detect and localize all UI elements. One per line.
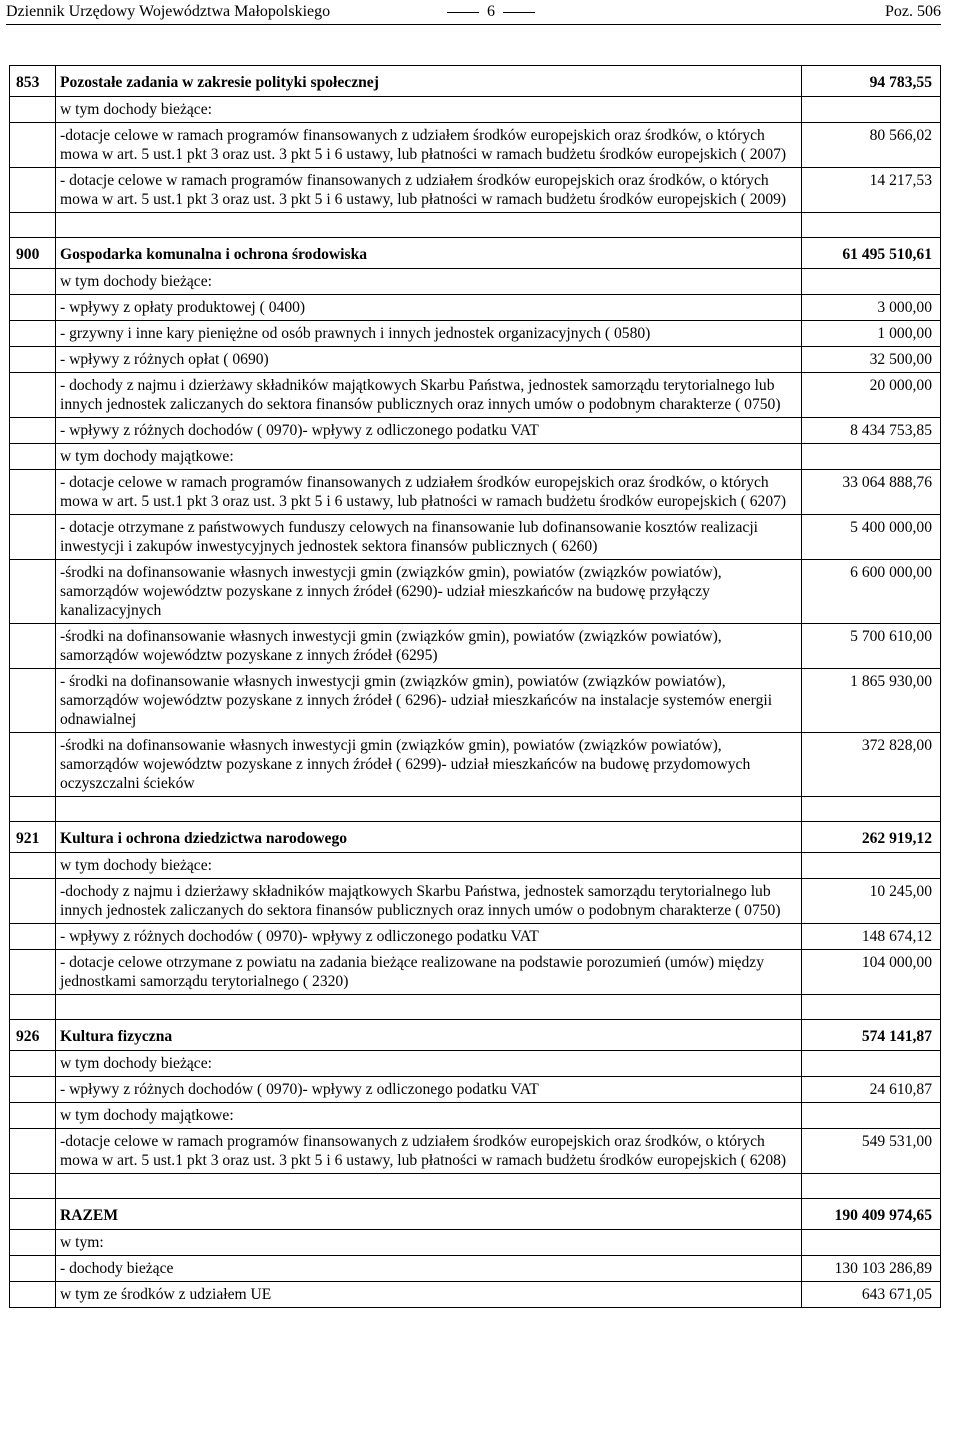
- section-code: 853: [10, 66, 56, 97]
- table-row: [10, 123, 941, 168]
- empty-code-cell: [10, 97, 56, 123]
- row-description: - wpływy z opłaty produktowej ( 0400): [56, 295, 802, 321]
- summary-amount: 643 671,05: [802, 1282, 941, 1308]
- table-row: [10, 321, 941, 347]
- empty-code-cell: [10, 1199, 56, 1230]
- empty-code-cell: [10, 624, 56, 669]
- empty-code-cell: [10, 560, 56, 624]
- row-description: -środki na dofinansowanie własnych inwestycji gmin (związków gmin), powiatów (związków powiatów), samorządów województw pozyskane z innych źródeł (6290)- udział mieszkańców na budowę przyłączy kanalizacyjnych: [56, 560, 802, 624]
- row-amount: 372 828,00: [802, 733, 941, 797]
- row-amount: 32 500,00: [802, 347, 941, 373]
- row-amount: [802, 444, 941, 470]
- table-row: [10, 373, 941, 418]
- empty-code-cell: [10, 168, 56, 213]
- row-amount: 20 000,00: [802, 373, 941, 418]
- row-description: - dotacje celowe otrzymane z powiatu na zadania bieżące realizowane na podstawie porozumień (umów) między jednostkami samorządu terytorialnego ( 2320): [56, 950, 802, 995]
- row-description: - dochody z najmu i dzierżawy składników majątkowych Skarbu Państwa, jednostek samorządu terytorialnego lub innych jednostek zaliczanych do sektora finansów publicznych oraz innych umów o podobnym charakterze ( 0750): [56, 373, 802, 418]
- row-description: - wpływy z różnych dochodów ( 0970)- wpływy z odliczonego podatku VAT: [56, 924, 802, 950]
- row-amount: [802, 853, 941, 879]
- section-total: 574 141,87: [802, 1020, 941, 1051]
- empty-code-cell: [10, 295, 56, 321]
- row-description: -dochody z najmu i dzierżawy składników majątkowych Skarbu Państwa, jednostek samorządu terytorialnego lub innych jednostek zaliczanych do sektora finansów publicznych oraz innych umów o podobnym charakterze ( 0750): [56, 879, 802, 924]
- empty-code-cell: [10, 1103, 56, 1129]
- row-amount: 104 000,00: [802, 950, 941, 995]
- table-row: [10, 168, 941, 213]
- table-row: [10, 924, 941, 950]
- row-amount: 148 674,12: [802, 924, 941, 950]
- row-amount: 80 566,02: [802, 123, 941, 168]
- table-row: [10, 853, 941, 879]
- spacer-cell: [56, 213, 802, 238]
- row-amount: 24 610,87: [802, 1077, 941, 1103]
- empty-code-cell: [10, 879, 56, 924]
- spacer-cell: [10, 1174, 56, 1199]
- row-amount: 549 531,00: [802, 1129, 941, 1174]
- empty-code-cell: [10, 1256, 56, 1282]
- section-name: Gospodarka komunalna i ochrona środowiska: [56, 238, 802, 269]
- row-description: w tym dochody majątkowe:: [56, 444, 802, 470]
- row-description: w tym dochody bieżące:: [56, 269, 802, 295]
- empty-code-cell: [10, 515, 56, 560]
- table-row: [10, 515, 941, 560]
- spacer-cell: [10, 213, 56, 238]
- summary-amount: 130 103 286,89: [802, 1256, 941, 1282]
- empty-code-cell: [10, 1230, 56, 1256]
- section-code: 926: [10, 1020, 56, 1051]
- table-row: [10, 1077, 941, 1103]
- section-name: Pozostałe zadania w zakresie polityki społecznej: [56, 66, 802, 97]
- section-code: 921: [10, 822, 56, 853]
- empty-code-cell: [10, 347, 56, 373]
- section-header-row: [10, 822, 941, 853]
- empty-code-cell: [10, 1077, 56, 1103]
- row-amount: 10 245,00: [802, 879, 941, 924]
- row-description: -środki na dofinansowanie własnych inwestycji gmin (związków gmin), powiatów (związków powiatów), samorządów województw pozyskane z innych źródeł ( 6299)- udział mieszkańców na budowę przydomowych oczyszczalni ścieków: [56, 733, 802, 797]
- table-row: [10, 560, 941, 624]
- spacer-cell: [802, 1174, 941, 1199]
- row-description: w tym dochody bieżące:: [56, 853, 802, 879]
- row-description: - dotacje otrzymane z państwowych funduszy celowych na finansowanie lub dofinansowanie kosztów realizacji inwestycji i zakupów inwestycyjnych jednostek sektora finansów publicznych ( 6260): [56, 515, 802, 560]
- empty-code-cell: [10, 269, 56, 295]
- spacer-cell: [10, 797, 56, 822]
- row-description: -dotacje celowe w ramach programów finansowanych z udziałem środków europejskich oraz środków, o których mowa w art. 5 ust.1 pkt 3 oraz ust. 3 pkt 5 i 6 ustawy, lub płatności w ramach budżetu środków europejskich ( 6208): [56, 1129, 802, 1174]
- empty-code-cell: [10, 669, 56, 733]
- summary-total: 190 409 974,65: [802, 1199, 941, 1230]
- empty-code-cell: [10, 853, 56, 879]
- table-row: [10, 418, 941, 444]
- section-name: Kultura i ochrona dziedzictwa narodowego: [56, 822, 802, 853]
- spacer-cell: [802, 995, 941, 1020]
- row-amount: [802, 269, 941, 295]
- row-amount: 8 434 753,85: [802, 418, 941, 444]
- summary-amount: [802, 1230, 941, 1256]
- row-amount: 14 217,53: [802, 168, 941, 213]
- row-description: -środki na dofinansowanie własnych inwestycji gmin (związków gmin), powiatów (związków powiatów), samorządów województw pozyskane z innych źródeł (6295): [56, 624, 802, 669]
- page-number: 6: [439, 2, 543, 22]
- empty-code-cell: [10, 321, 56, 347]
- summary-row: [10, 1230, 941, 1256]
- empty-code-cell: [10, 1282, 56, 1308]
- table-row: [10, 269, 941, 295]
- row-amount: 1 000,00: [802, 321, 941, 347]
- summary-description: w tym:: [56, 1230, 802, 1256]
- empty-code-cell: [10, 444, 56, 470]
- income-table: [9, 65, 941, 1308]
- section-spacer: [10, 213, 941, 238]
- empty-code-cell: [10, 373, 56, 418]
- spacer-cell: [10, 995, 56, 1020]
- section-total: 262 919,12: [802, 822, 941, 853]
- row-amount: [802, 1103, 941, 1129]
- row-amount: [802, 97, 941, 123]
- section-header-row: [10, 66, 941, 97]
- row-description: - grzywny i inne kary pieniężne od osób prawnych i innych jednostek organizacyjnych ( 0580): [56, 321, 802, 347]
- section-spacer: [10, 995, 941, 1020]
- table-row: [10, 733, 941, 797]
- spacer-cell: [802, 213, 941, 238]
- table-row: [10, 1129, 941, 1174]
- table-row: [10, 470, 941, 515]
- row-description: - wpływy z różnych dochodów ( 0970)- wpływy z odliczonego podatku VAT: [56, 418, 802, 444]
- section-name: Kultura fizyczna: [56, 1020, 802, 1051]
- section-total: 61 495 510,61: [802, 238, 941, 269]
- empty-code-cell: [10, 123, 56, 168]
- row-description: -dotacje celowe w ramach programów finansowanych z udziałem środków europejskich oraz środków, o których mowa w art. 5 ust.1 pkt 3 oraz ust. 3 pkt 5 i 6 ustawy, lub płatności w ramach budżetu środków europejskich ( 2007): [56, 123, 802, 168]
- table-row: [10, 295, 941, 321]
- section-header-row: [10, 1020, 941, 1051]
- row-description: w tym dochody bieżące:: [56, 1051, 802, 1077]
- row-description: w tym dochody bieżące:: [56, 97, 802, 123]
- row-amount: 5 400 000,00: [802, 515, 941, 560]
- row-amount: 1 865 930,00: [802, 669, 941, 733]
- section-header-row: [10, 238, 941, 269]
- section-spacer: [10, 797, 941, 822]
- summary-row: [10, 1256, 941, 1282]
- empty-code-cell: [10, 1129, 56, 1174]
- document-header: [6, 2, 941, 25]
- spacer-cell: [56, 797, 802, 822]
- empty-code-cell: [10, 950, 56, 995]
- table-row: [10, 1051, 941, 1077]
- section-total: 94 783,55: [802, 66, 941, 97]
- row-amount: 3 000,00: [802, 295, 941, 321]
- summary-row: [10, 1282, 941, 1308]
- row-amount: [802, 1051, 941, 1077]
- spacer-cell: [56, 1174, 802, 1199]
- empty-code-cell: [10, 924, 56, 950]
- income-table-body: [10, 66, 941, 1308]
- empty-code-cell: [10, 470, 56, 515]
- table-row: [10, 624, 941, 669]
- spacer-cell: [802, 797, 941, 822]
- table-row: [10, 1103, 941, 1129]
- empty-code-cell: [10, 418, 56, 444]
- row-description: - wpływy z różnych opłat ( 0690): [56, 347, 802, 373]
- row-description: - wpływy z różnych dochodów ( 0970)- wpływy z odliczonego podatku VAT: [56, 1077, 802, 1103]
- summary-header-row: [10, 1199, 941, 1230]
- section-spacer: [10, 1174, 941, 1199]
- summary-description: w tym ze środków z udziałem UE: [56, 1282, 802, 1308]
- table-row: [10, 347, 941, 373]
- spacer-cell: [56, 995, 802, 1020]
- row-description: - środki na dofinansowanie własnych inwestycji gmin (związków gmin), powiatów (związków powiatów), samorządów województw pozyskane z innych źródeł ( 6296)- udział mieszkańców na instalacje systemów energii odnawialnej: [56, 669, 802, 733]
- table-row: [10, 950, 941, 995]
- empty-code-cell: [10, 1051, 56, 1077]
- row-amount: 33 064 888,76: [802, 470, 941, 515]
- summary-label: RAZEM: [56, 1199, 802, 1230]
- empty-code-cell: [10, 733, 56, 797]
- row-description: w tym dochody majątkowe:: [56, 1103, 802, 1129]
- table-row: [10, 879, 941, 924]
- row-amount: 6 600 000,00: [802, 560, 941, 624]
- row-description: - dotacje celowe w ramach programów finansowanych z udziałem środków europejskich oraz środków, o których mowa w art. 5 ust.1 pkt 3 oraz ust. 3 pkt 5 i 6 ustawy, lub płatności w ramach budżetu środków europejskich ( 6207): [56, 470, 802, 515]
- row-description: - dotacje celowe w ramach programów finansowanych z udziałem środków europejskich oraz środków, o których mowa w art. 5 ust.1 pkt 3 oraz ust. 3 pkt 5 i 6 ustawy, lub płatności w ramach budżetu środków europejskich ( 2009): [56, 168, 802, 213]
- table-row: [10, 444, 941, 470]
- section-code: 900: [10, 238, 56, 269]
- position-number: Poz. 506: [885, 3, 941, 20]
- row-amount: 5 700 610,00: [802, 624, 941, 669]
- table-row: [10, 669, 941, 733]
- journal-title: Dziennik Urzędowy Województwa Małopolskiego: [6, 3, 331, 20]
- table-row: [10, 97, 941, 123]
- summary-description: - dochody bieżące: [56, 1256, 802, 1282]
